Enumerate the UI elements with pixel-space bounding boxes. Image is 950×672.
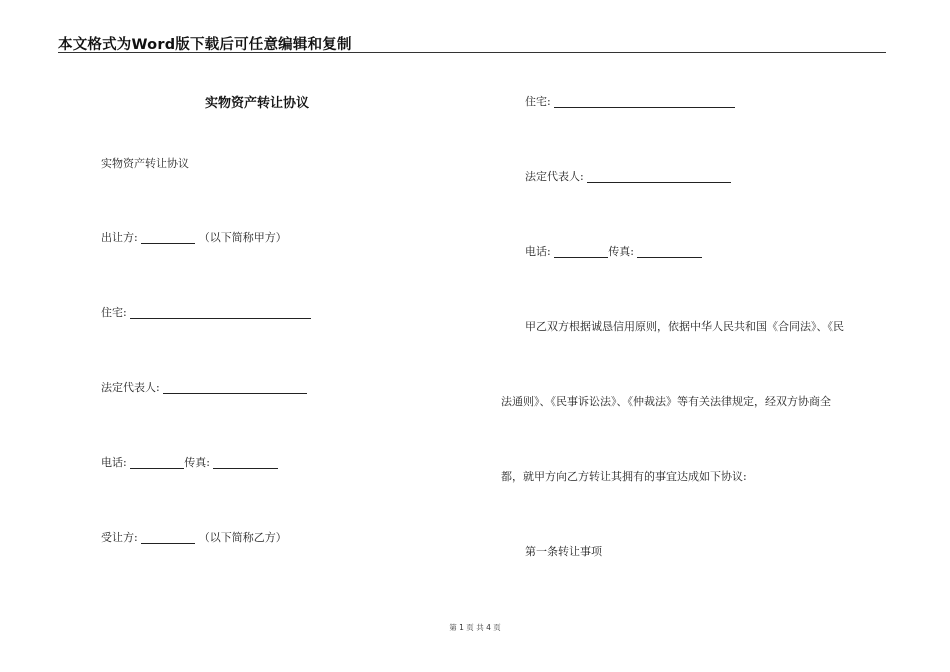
intro-line: 实物资产转让协议 — [101, 157, 189, 170]
body-line-1: 甲乙双方根据诚恳信用原则，依据中华人民共和国《合同法》、《民 — [525, 320, 844, 333]
legal-rep-blank[interactable] — [587, 170, 731, 183]
transferor-line — [101, 229, 287, 245]
document-title: 实物资产转让协议 — [205, 96, 310, 111]
legal-rep-line-right — [525, 168, 731, 184]
fax-label: 传真: — [184, 456, 210, 469]
phone-blank[interactable] — [130, 456, 184, 469]
contact-line-right — [525, 243, 702, 259]
transferor-label: 出让方: — [101, 231, 138, 244]
legal-rep-line-left — [101, 379, 307, 395]
fax-blank[interactable] — [637, 245, 702, 258]
body-line-3: 都，就甲方向乙方转让其拥有的事宜达成如下协议: — [501, 470, 747, 483]
residence-line-right — [525, 93, 735, 109]
article-1-heading: 第一条转让事项 — [525, 545, 602, 558]
phone-blank[interactable] — [554, 245, 608, 258]
contact-line-left — [101, 454, 278, 470]
legal-rep-label: 法定代表人: — [101, 381, 160, 394]
transferee-label: 受让方: — [101, 531, 138, 544]
residence-blank[interactable] — [554, 95, 735, 108]
fax-label: 传真: — [608, 245, 634, 258]
body-line-2: 法通则》、《民事诉讼法》、《仲裁法》等有关法律规定，经双方协商全 — [501, 395, 831, 408]
transferor-note: （以下简称甲方） — [198, 231, 287, 244]
residence-blank[interactable] — [130, 306, 311, 319]
residence-label: 住宅: — [101, 306, 127, 319]
residence-line-left — [101, 304, 311, 320]
transferee-line — [101, 529, 287, 545]
residence-label: 住宅: — [525, 95, 551, 108]
phone-label: 电话: — [525, 245, 551, 258]
document-header-title: 本文格式为Word版下载后可任意编辑和复制 — [58, 37, 352, 53]
page-number: 第 1 页 共 4 页 — [449, 623, 501, 632]
transferee-blank[interactable] — [141, 531, 195, 544]
fax-blank[interactable] — [213, 456, 278, 469]
legal-rep-label: 法定代表人: — [525, 170, 584, 183]
transferee-note: （以下简称乙方） — [198, 531, 287, 544]
legal-rep-blank[interactable] — [163, 381, 307, 394]
transferor-blank[interactable] — [141, 231, 195, 244]
header-divider — [58, 52, 886, 53]
phone-label: 电话: — [101, 456, 127, 469]
